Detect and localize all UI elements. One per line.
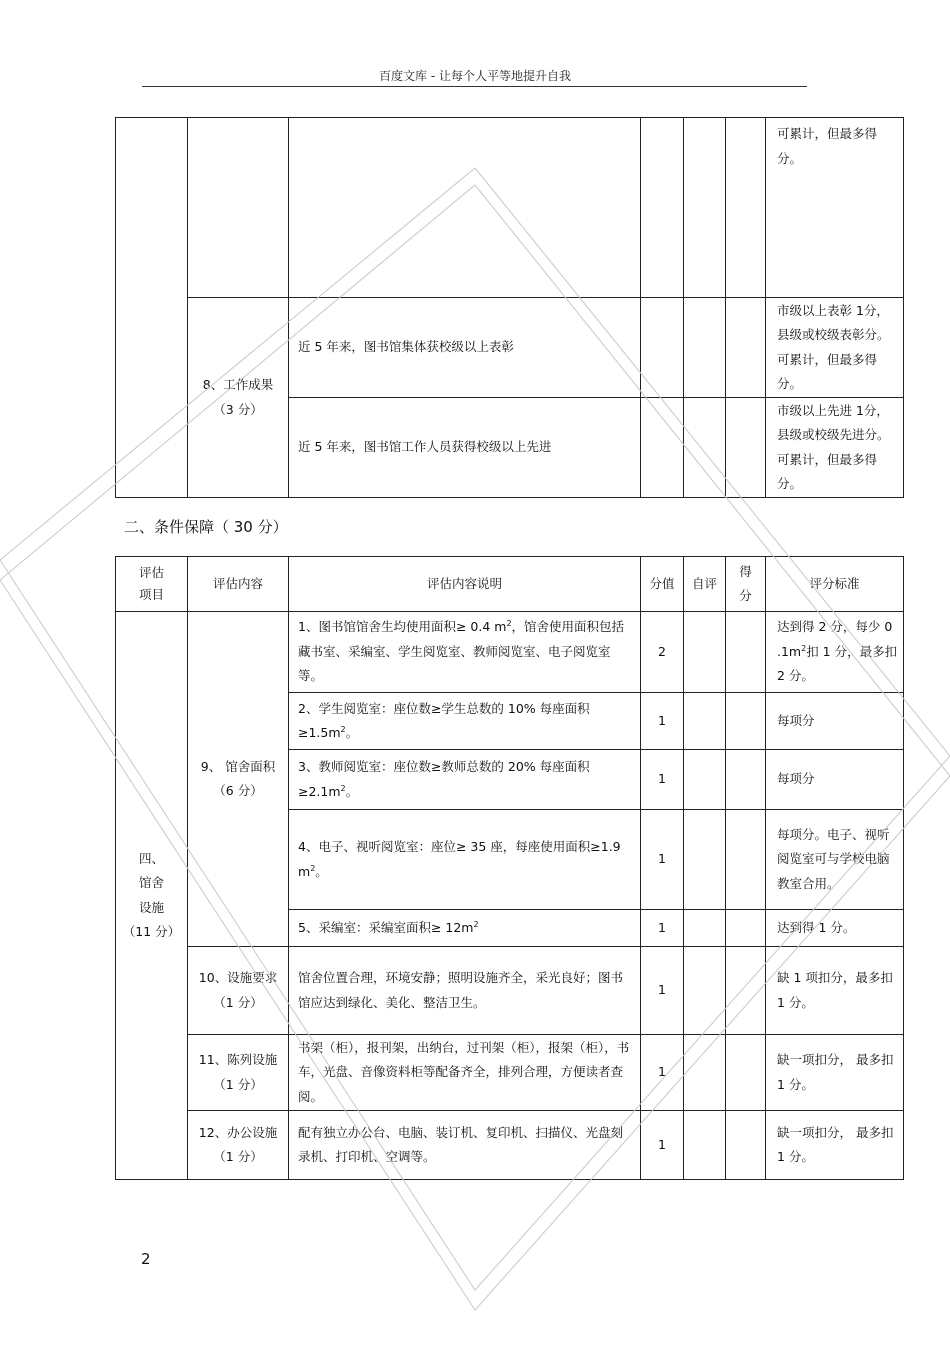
project-points: （11 分）	[122, 924, 181, 939]
cell-got	[726, 118, 766, 298]
score-cell: 1	[641, 1111, 684, 1180]
header-desc: 评估内容说明	[289, 557, 641, 612]
continuation-table	[115, 117, 904, 498]
item12-name: 12、办公设施	[198, 1124, 278, 1140]
cell-content	[188, 118, 289, 298]
header-project: 评估项目	[116, 557, 188, 612]
criteria-cell: 市级以上先进 1分，县级或校级先进分。可累计，但最多得分。	[766, 398, 904, 498]
desc-text: 5、采编室：采编室面积≥ 12m	[298, 919, 474, 935]
desc-text: 1、图书馆馆舍生均使用面积≥ 0.4 m	[298, 619, 507, 635]
got-cell	[726, 910, 766, 947]
item10-name: 10、设施要求	[198, 970, 278, 985]
cell-desc	[289, 118, 641, 298]
self-cell	[684, 1111, 726, 1180]
desc-cell	[289, 612, 641, 693]
item10-points: （1 分）	[213, 994, 263, 1010]
desc-text: 。	[345, 725, 359, 740]
desc-text: 。	[345, 783, 359, 799]
item10-cell	[188, 947, 289, 1035]
score-cell: 1	[641, 750, 684, 810]
item11-cell	[188, 1035, 289, 1111]
self-cell	[684, 1035, 726, 1111]
got-cell	[726, 398, 766, 498]
desc-text: 3、教师阅览室：座位数≥教师总数的 20% 每座面积≥2.1m	[298, 759, 590, 799]
score-cell: 1	[641, 693, 684, 750]
got-cell	[726, 693, 766, 750]
item11-name: 11、陈列设施	[198, 1052, 278, 1067]
desc-text: ，馆舍使用面积包括藏书室、采编室、学生阅览室、教师阅览室、电子阅览室等。	[298, 619, 625, 684]
item11-points: （1 分）	[213, 1076, 263, 1092]
criteria-cell: 缺一项扣分， 最多扣 1 分。	[766, 1035, 904, 1111]
item12-points: （1 分）	[213, 1149, 263, 1164]
desc-cell	[289, 910, 641, 947]
score-cell: 1	[641, 810, 684, 910]
got-cell	[726, 947, 766, 1035]
project-name: 四、馆舍设施	[138, 850, 164, 915]
conditions-table	[115, 556, 904, 1180]
score-cell: 1	[641, 947, 684, 1035]
item8-name: 8、工作成果	[202, 377, 274, 392]
self-cell	[684, 810, 726, 910]
desc-text: 4、电子、视听阅览室：座位≥ 35 座，每座使用面积≥1.9 m	[298, 839, 621, 879]
score-cell: 1	[641, 1035, 684, 1111]
criteria-cell: 可累计，但最多得分。	[766, 118, 904, 298]
self-cell	[684, 693, 726, 750]
self-cell	[684, 298, 726, 398]
criteria-text: 达到得 2 分，每少 0 .1m	[777, 619, 893, 659]
superscript: 2	[340, 724, 346, 734]
cell-score	[641, 118, 684, 298]
cell-self	[684, 118, 726, 298]
desc-cell: 书架（柜），报刊架，出纳台，过刊架（柜），报架（柜），书车，光盘、音像资料柜等配备齐全，排列合理，方便读者查阅。	[289, 1035, 641, 1111]
desc-text: 。	[315, 863, 328, 879]
page-number: 2	[141, 1250, 151, 1268]
header-criteria: 评分标准	[766, 557, 904, 612]
criteria-cell: 缺一项扣分， 最多扣 1 分。	[766, 1111, 904, 1180]
got-cell	[726, 1111, 766, 1180]
desc-cell: 配有独立办公台、电脑、装订机、复印机、扫描仪、光盘刻录机、打印机、空调等。	[289, 1111, 641, 1180]
got-cell	[726, 298, 766, 398]
cell-project	[116, 118, 188, 498]
header-score: 分值	[641, 557, 684, 612]
self-cell	[684, 910, 726, 947]
header-rule	[142, 86, 807, 87]
criteria-cell	[766, 612, 904, 693]
superscript: 2	[801, 643, 807, 653]
desc-cell	[289, 693, 641, 750]
item12-cell	[188, 1111, 289, 1180]
desc-cell	[289, 810, 641, 910]
item9-points: （6 分）	[213, 783, 263, 798]
got-cell	[726, 750, 766, 810]
project-cell	[116, 612, 188, 1180]
section-title: 二、条件保障（ 30 分）	[124, 518, 288, 536]
header-self: 自评	[684, 557, 726, 612]
desc-cell	[289, 750, 641, 810]
criteria-cell: 每项分。电子、视听阅览室可与学校电脑教室合用。	[766, 810, 904, 910]
superscript: 2	[310, 863, 316, 873]
header-got: 得分	[726, 557, 766, 612]
item9-cell	[188, 612, 289, 947]
superscript: 2	[340, 783, 346, 793]
superscript: 2	[473, 919, 479, 929]
score-cell	[641, 298, 684, 398]
self-cell	[684, 612, 726, 693]
item9-name: 9、 馆舍面积	[200, 758, 276, 774]
score-cell: 1	[641, 910, 684, 947]
self-cell	[684, 947, 726, 1035]
criteria-text: 扣 1 分，最多扣 2 分。	[777, 643, 898, 684]
header-content: 评估内容	[188, 557, 289, 612]
item8-cell	[188, 298, 289, 498]
self-cell	[684, 750, 726, 810]
desc-cell: 近 5 年来，图书馆工作人员获得校级以上先进	[289, 398, 641, 498]
criteria-cell: 每项分	[766, 693, 904, 750]
got-cell	[726, 612, 766, 693]
got-cell	[726, 1035, 766, 1111]
criteria-cell: 每项分	[766, 750, 904, 810]
self-cell	[684, 398, 726, 498]
score-cell: 2	[641, 612, 684, 693]
got-cell	[726, 810, 766, 910]
desc-cell: 近 5 年来，图书馆集体获校级以上表彰	[289, 298, 641, 398]
criteria-cell: 达到得 1 分。	[766, 910, 904, 947]
page-header: 百度文库 - 让每个人平等地提升自我	[379, 69, 571, 83]
desc-text: 2、学生阅览室：座位数≥学生总数的 10% 每座面积≥1.5m	[298, 700, 590, 740]
desc-cell: 馆舍位置合理，环境安静；照明设施齐全，采光良好；图书馆应达到绿化、美化、整洁卫生。	[289, 947, 641, 1035]
superscript: 2	[506, 619, 512, 629]
item8-points: （3 分）	[213, 401, 263, 417]
score-cell	[641, 398, 684, 498]
criteria-cell: 市级以上表彰 1分，县级或校级表彰分。可累计，但最多得分。	[766, 298, 904, 398]
criteria-cell: 缺 1 项扣分，最多扣 1 分。	[766, 947, 904, 1035]
